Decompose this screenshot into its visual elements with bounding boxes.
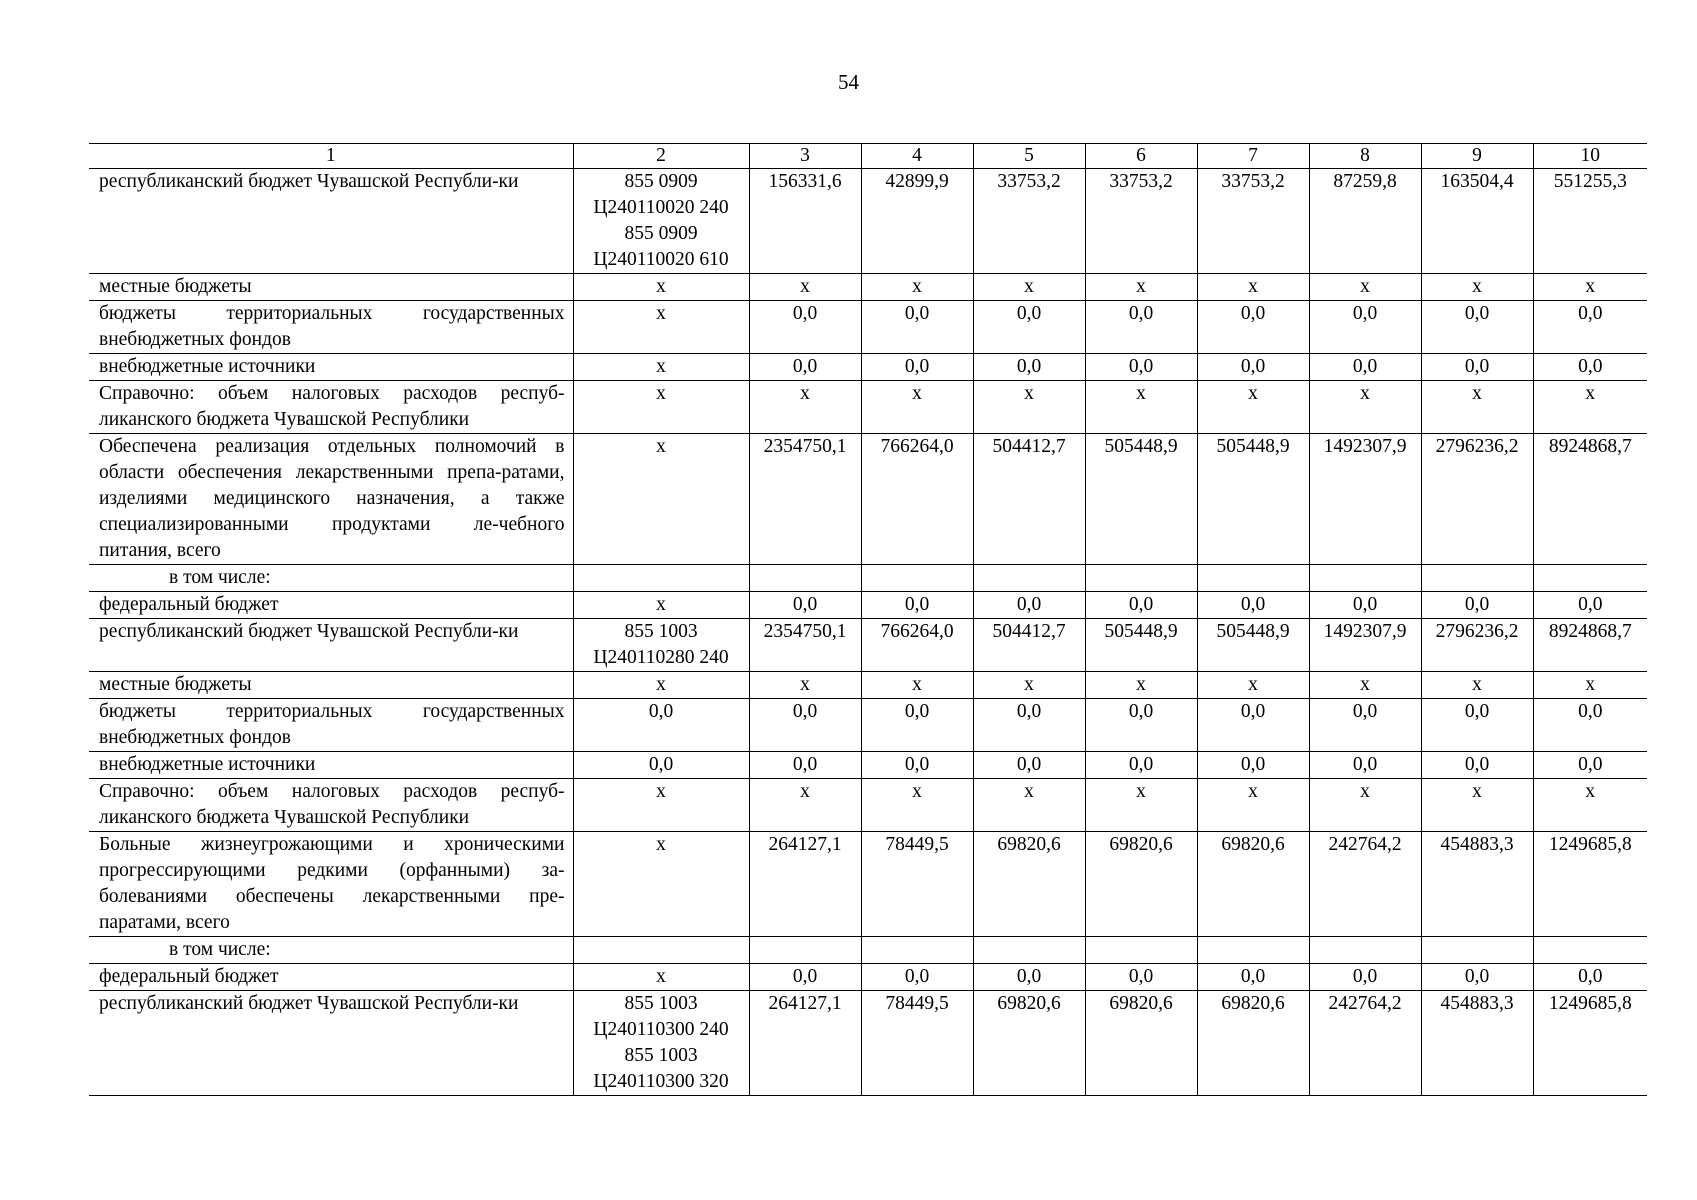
value-cell: 69820,6	[1197, 991, 1309, 1096]
budget-code-cell: x	[573, 381, 749, 434]
budget-code-cell: x	[573, 301, 749, 354]
value-cell: x	[1085, 274, 1197, 301]
value-cell: 0,0	[749, 592, 861, 619]
row-label: Справочно: объем налоговых расходов респуб-ликанского бюджета Чувашской Республики	[89, 381, 573, 434]
budget-code-cell: x	[573, 354, 749, 381]
budget-code-cell: x	[573, 434, 749, 565]
value-cell: 33753,2	[973, 169, 1085, 274]
budget-code-cell	[573, 937, 749, 964]
value-cell: x	[1309, 274, 1421, 301]
value-cell: 454883,3	[1421, 991, 1533, 1096]
value-cell: 78449,5	[861, 991, 973, 1096]
value-cell: 156331,6	[749, 169, 861, 274]
value-cell: x	[1197, 779, 1309, 832]
budget-code-cell: 855 1003 Ц240110280 240	[573, 619, 749, 672]
value-cell: x	[861, 274, 973, 301]
table-row	[89, 274, 1647, 301]
column-header: 10	[1533, 144, 1647, 169]
value-cell: 242764,2	[1309, 991, 1421, 1096]
value-cell: 69820,6	[1197, 832, 1309, 937]
value-cell: 33753,2	[1197, 169, 1309, 274]
value-cell: 0,0	[1085, 752, 1197, 779]
value-cell: x	[1085, 779, 1197, 832]
budget-code-cell: 0,0	[573, 752, 749, 779]
row-label: местные бюджеты	[89, 274, 573, 301]
table-row	[89, 937, 1647, 964]
value-cell: 0,0	[861, 301, 973, 354]
value-cell	[861, 937, 973, 964]
value-cell: 0,0	[1421, 964, 1533, 991]
table-row	[89, 354, 1647, 381]
value-cell: 0,0	[1533, 964, 1647, 991]
column-header: 6	[1085, 144, 1197, 169]
value-cell: x	[749, 381, 861, 434]
value-cell: x	[1197, 381, 1309, 434]
value-cell: 0,0	[861, 592, 973, 619]
value-cell: 2796236,2	[1421, 619, 1533, 672]
row-label: республиканский бюджет Чувашской Республи-ки	[89, 619, 573, 672]
value-cell: x	[1421, 672, 1533, 699]
value-cell: 8924868,7	[1533, 434, 1647, 565]
value-cell: 0,0	[1421, 699, 1533, 752]
value-cell: 0,0	[973, 699, 1085, 752]
value-cell: x	[1085, 381, 1197, 434]
value-cell	[1421, 565, 1533, 592]
value-cell: 8924868,7	[1533, 619, 1647, 672]
value-cell: 0,0	[973, 964, 1085, 991]
value-cell: 0,0	[1533, 301, 1647, 354]
value-cell: 0,0	[1197, 699, 1309, 752]
value-cell: 2796236,2	[1421, 434, 1533, 565]
table-row	[89, 832, 1647, 937]
value-cell: 1492307,9	[1309, 434, 1421, 565]
value-cell: 505448,9	[1197, 434, 1309, 565]
value-cell: 0,0	[1197, 752, 1309, 779]
value-cell: x	[1309, 779, 1421, 832]
value-cell: 0,0	[973, 354, 1085, 381]
table-row	[89, 434, 1647, 565]
row-label: Обеспечена реализация отдельных полномочий в области обеспечения лекарственными препа-ратами, изделиями медицинского назначения, а также специализированными продуктами ле-чебного питания, всего	[89, 434, 573, 565]
table-row	[89, 619, 1647, 672]
row-label: республиканский бюджет Чувашской Республи-ки	[89, 169, 573, 274]
row-label: в том числе:	[89, 937, 573, 964]
budget-code-cell: x	[573, 832, 749, 937]
value-cell: x	[1421, 381, 1533, 434]
budget-code-cell: x	[573, 779, 749, 832]
value-cell: x	[1533, 672, 1647, 699]
value-cell: 0,0	[1309, 699, 1421, 752]
table-row	[89, 301, 1647, 354]
value-cell: x	[861, 672, 973, 699]
value-cell: 242764,2	[1309, 832, 1421, 937]
column-header: 8	[1309, 144, 1421, 169]
table-row	[89, 169, 1647, 274]
value-cell	[749, 565, 861, 592]
value-cell: 454883,3	[1421, 832, 1533, 937]
value-cell: 0,0	[749, 964, 861, 991]
value-cell: 0,0	[749, 752, 861, 779]
value-cell: 0,0	[1197, 964, 1309, 991]
value-cell: 87259,8	[1309, 169, 1421, 274]
value-cell: 0,0	[1533, 354, 1647, 381]
value-cell: 0,0	[1309, 964, 1421, 991]
value-cell: 0,0	[1533, 592, 1647, 619]
value-cell: x	[749, 672, 861, 699]
budget-code-cell: 855 0909 Ц240110020 240 855 0909 Ц240110020 610	[573, 169, 749, 274]
value-cell: 0,0	[973, 301, 1085, 354]
value-cell: 766264,0	[861, 619, 973, 672]
value-cell: 0,0	[1085, 592, 1197, 619]
value-cell	[973, 937, 1085, 964]
value-cell: 33753,2	[1085, 169, 1197, 274]
value-cell: 0,0	[749, 699, 861, 752]
value-cell: 0,0	[1197, 354, 1309, 381]
value-cell: 505448,9	[1085, 434, 1197, 565]
value-cell: 551255,3	[1533, 169, 1647, 274]
table-row	[89, 699, 1647, 752]
value-cell: x	[1309, 672, 1421, 699]
value-cell: 0,0	[1309, 354, 1421, 381]
value-cell: x	[973, 274, 1085, 301]
value-cell	[1197, 937, 1309, 964]
value-cell: 504412,7	[973, 619, 1085, 672]
value-cell: 78449,5	[861, 832, 973, 937]
column-header: 5	[973, 144, 1085, 169]
value-cell	[1085, 565, 1197, 592]
value-cell	[1197, 565, 1309, 592]
value-cell: 1492307,9	[1309, 619, 1421, 672]
value-cell: 42899,9	[861, 169, 973, 274]
table-row	[89, 752, 1647, 779]
table-row	[89, 565, 1647, 592]
budget-code-cell: x	[573, 592, 749, 619]
value-cell: 0,0	[1533, 699, 1647, 752]
value-cell	[1421, 937, 1533, 964]
value-cell: x	[1533, 274, 1647, 301]
budget-code-cell: x	[573, 672, 749, 699]
row-label: местные бюджеты	[89, 672, 573, 699]
column-header: 1	[89, 144, 573, 169]
value-cell: 504412,7	[973, 434, 1085, 565]
value-cell: 505448,9	[1085, 619, 1197, 672]
row-label: федеральный бюджет	[89, 964, 573, 991]
value-cell: x	[749, 274, 861, 301]
table-row	[89, 991, 1647, 1096]
row-label: бюджеты территориальных государственных внебюджетных фондов	[89, 699, 573, 752]
table-row	[89, 381, 1647, 434]
value-cell	[1533, 565, 1647, 592]
column-header: 2	[573, 144, 749, 169]
value-cell: 0,0	[1197, 592, 1309, 619]
page-number: 54	[838, 70, 859, 94]
value-cell: 0,0	[749, 354, 861, 381]
table-header-row	[89, 144, 1647, 169]
value-cell	[749, 937, 861, 964]
value-cell: 0,0	[861, 752, 973, 779]
value-cell: 1249685,8	[1533, 832, 1647, 937]
value-cell: 0,0	[1421, 592, 1533, 619]
row-label: внебюджетные источники	[89, 354, 573, 381]
value-cell: x	[973, 779, 1085, 832]
value-cell: x	[1421, 274, 1533, 301]
value-cell: 69820,6	[973, 832, 1085, 937]
value-cell: 0,0	[973, 592, 1085, 619]
budget-code-cell: x	[573, 274, 749, 301]
value-cell: 69820,6	[1085, 991, 1197, 1096]
value-cell: 163504,4	[1421, 169, 1533, 274]
value-cell: x	[973, 381, 1085, 434]
value-cell: x	[1197, 274, 1309, 301]
row-label: бюджеты территориальных государственных внебюджетных фондов	[89, 301, 573, 354]
value-cell: 0,0	[1309, 301, 1421, 354]
value-cell	[1309, 937, 1421, 964]
column-header: 3	[749, 144, 861, 169]
value-cell	[1309, 565, 1421, 592]
row-label: Справочно: объем налоговых расходов респуб-ликанского бюджета Чувашской Республики	[89, 779, 573, 832]
value-cell	[1533, 937, 1647, 964]
value-cell: 264127,1	[749, 991, 861, 1096]
value-cell: 766264,0	[861, 434, 973, 565]
value-cell: x	[861, 779, 973, 832]
value-cell: 69820,6	[1085, 832, 1197, 937]
value-cell	[1085, 937, 1197, 964]
value-cell	[973, 565, 1085, 592]
table-row	[89, 592, 1647, 619]
value-cell: 0,0	[861, 699, 973, 752]
budget-code-cell	[573, 565, 749, 592]
value-cell: 0,0	[749, 301, 861, 354]
row-label: внебюджетные источники	[89, 752, 573, 779]
column-header: 9	[1421, 144, 1533, 169]
value-cell: 0,0	[1309, 752, 1421, 779]
value-cell: x	[1309, 381, 1421, 434]
value-cell: 0,0	[1197, 301, 1309, 354]
value-cell: 0,0	[861, 354, 973, 381]
value-cell: 0,0	[1421, 354, 1533, 381]
table-row	[89, 779, 1647, 832]
value-cell: 0,0	[973, 752, 1085, 779]
row-label: федеральный бюджет	[89, 592, 573, 619]
column-header: 4	[861, 144, 973, 169]
row-label: республиканский бюджет Чувашской Республи-ки	[89, 991, 573, 1096]
row-label: в том числе:	[89, 565, 573, 592]
value-cell: 0,0	[1309, 592, 1421, 619]
value-cell: 0,0	[1421, 752, 1533, 779]
table-row	[89, 964, 1647, 991]
budget-code-cell: x	[573, 964, 749, 991]
budget-code-cell: 0,0	[573, 699, 749, 752]
value-cell: x	[749, 779, 861, 832]
value-cell: x	[1421, 779, 1533, 832]
budget-table	[89, 143, 1647, 1096]
value-cell: 0,0	[861, 964, 973, 991]
value-cell: 1249685,8	[1533, 991, 1647, 1096]
budget-code-cell: 855 1003 Ц240110300 240 855 1003 Ц240110300 320	[573, 991, 749, 1096]
value-cell: 2354750,1	[749, 619, 861, 672]
value-cell: x	[1085, 672, 1197, 699]
value-cell: 505448,9	[1197, 619, 1309, 672]
value-cell: 0,0	[1085, 699, 1197, 752]
row-label: Больные жизнеугрожающими и хроническими прогрессирующими редкими (орфанными) за-болеваниями обеспечены лекарственными пре-паратами, всего	[89, 832, 573, 937]
value-cell: 69820,6	[973, 991, 1085, 1096]
value-cell: x	[973, 672, 1085, 699]
table-row	[89, 672, 1647, 699]
value-cell: x	[1197, 672, 1309, 699]
value-cell	[861, 565, 973, 592]
value-cell: 0,0	[1085, 964, 1197, 991]
value-cell: x	[861, 381, 973, 434]
value-cell: 0,0	[1533, 752, 1647, 779]
value-cell: 0,0	[1085, 301, 1197, 354]
value-cell: x	[1533, 779, 1647, 832]
value-cell: x	[1533, 381, 1647, 434]
value-cell: 0,0	[1085, 354, 1197, 381]
value-cell: 2354750,1	[749, 434, 861, 565]
value-cell: 264127,1	[749, 832, 861, 937]
value-cell: 0,0	[1421, 301, 1533, 354]
column-header: 7	[1197, 144, 1309, 169]
